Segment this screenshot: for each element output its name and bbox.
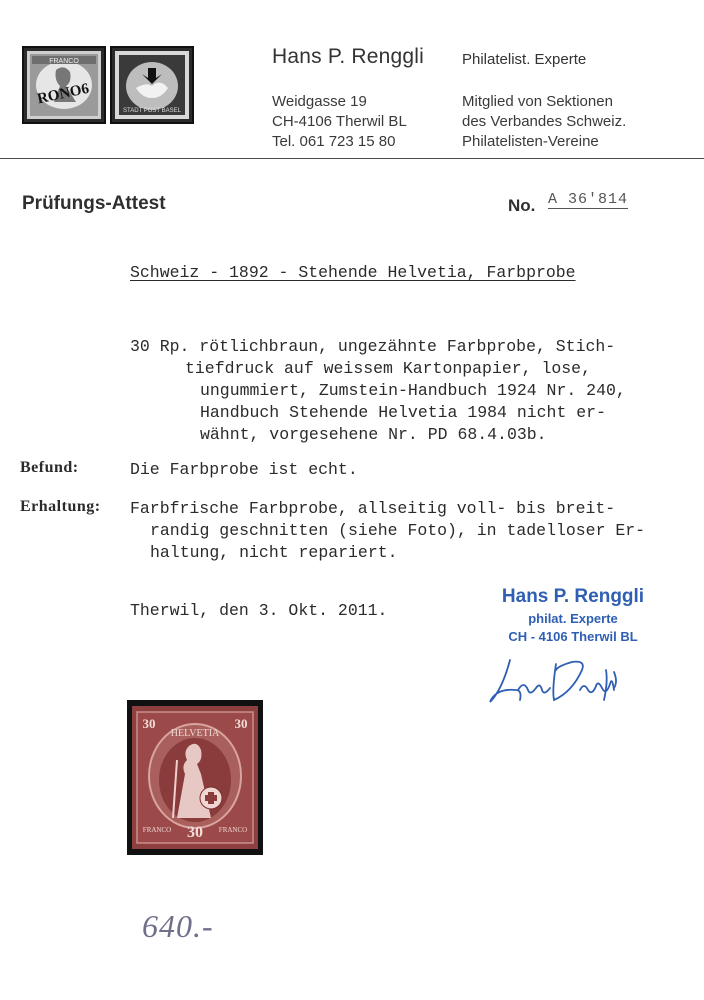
place-date: Therwil, den 3. Okt. 2011. (130, 601, 388, 620)
description-line: 30 Rp. rötlichbraun, ungezähnte Farbprobe, Stich- (130, 337, 616, 356)
address-line: CH-4106 Therwil BL (272, 113, 407, 130)
befund-label: Befund: (20, 459, 79, 476)
basel-dove-stamp-icon (112, 48, 192, 122)
certificate-subject: Schweiz - 1892 - Stehende Helvetia, Farbprobe (130, 263, 576, 282)
description-line: wähnt, vorgesehene Nr. PD 68.4.03b. (200, 425, 547, 444)
erhaltung-line: randig geschnitten (siehe Foto), in tadelloser Er- (150, 521, 646, 540)
svg-text:FRANCO: FRANCO (142, 826, 172, 834)
header-logo-basel-dove (110, 46, 194, 124)
standing-helvetia-stamp-icon (24, 48, 104, 122)
handwritten-signature-icon (480, 650, 640, 720)
address-line: Weidgasse 19 (272, 93, 367, 110)
svg-text:30: 30 (142, 716, 156, 731)
certificate-title: Prüfungs-Attest (22, 193, 166, 214)
svg-text:30: 30 (187, 824, 203, 841)
membership-line: Philatelisten-Vereine (462, 133, 599, 150)
expert-name: Hans P. Renggli (272, 45, 425, 68)
svg-text:FRANCO: FRANCO (218, 826, 248, 834)
helvetia-30-stamp-icon (127, 700, 263, 855)
membership-line: Mitglied von Sektionen (462, 93, 613, 110)
svg-text:HELVETIA: HELVETIA (170, 728, 220, 739)
expert-role: Philatelist. Experte (462, 51, 587, 68)
description-line: ungummiert, Zumstein-Handbuch 1924 Nr. 240, (200, 381, 626, 400)
expert-signature-stamp (478, 586, 668, 644)
stamp-place: CH - 4106 Therwil BL (508, 629, 638, 644)
erhaltung-label: Erhaltung: (20, 498, 101, 515)
description-line: Handbuch Stehende Helvetia 1984 nicht er- (200, 403, 606, 422)
svg-text:30: 30 (234, 716, 248, 731)
svg-text:RONO6: RONO6 (35, 80, 91, 108)
befund-text: Die Farbprobe ist echt. (130, 460, 358, 479)
header-logo-standing-helvetia (22, 46, 106, 124)
stamp-photo (127, 700, 263, 855)
certificate-number-label: No. (508, 196, 536, 215)
description-line: tiefdruck auf weissem Kartonpapier, lose, (185, 359, 591, 378)
stamp-name: Hans P. Renggli (501, 586, 645, 607)
membership-line: des Verbandes Schweiz. (462, 113, 627, 130)
price-note: 640.- (142, 908, 214, 944)
phone-line: Tel. 061 723 15 80 (272, 133, 396, 150)
membership-block (462, 92, 626, 152)
header-divider (0, 158, 704, 159)
certificate-number: A 36'814 (548, 191, 629, 208)
erhaltung-line: Farbfrische Farbprobe, allseitig voll- bis breit- (130, 499, 616, 518)
erhaltung-line: haltung, nicht repariert. (150, 543, 398, 562)
svg-text:STADT POST BASEL: STADT POST BASEL (122, 108, 182, 114)
svg-text:FRANCO: FRANCO (49, 58, 79, 65)
stamp-role: philat. Experte (528, 611, 618, 626)
address-block (272, 92, 407, 152)
